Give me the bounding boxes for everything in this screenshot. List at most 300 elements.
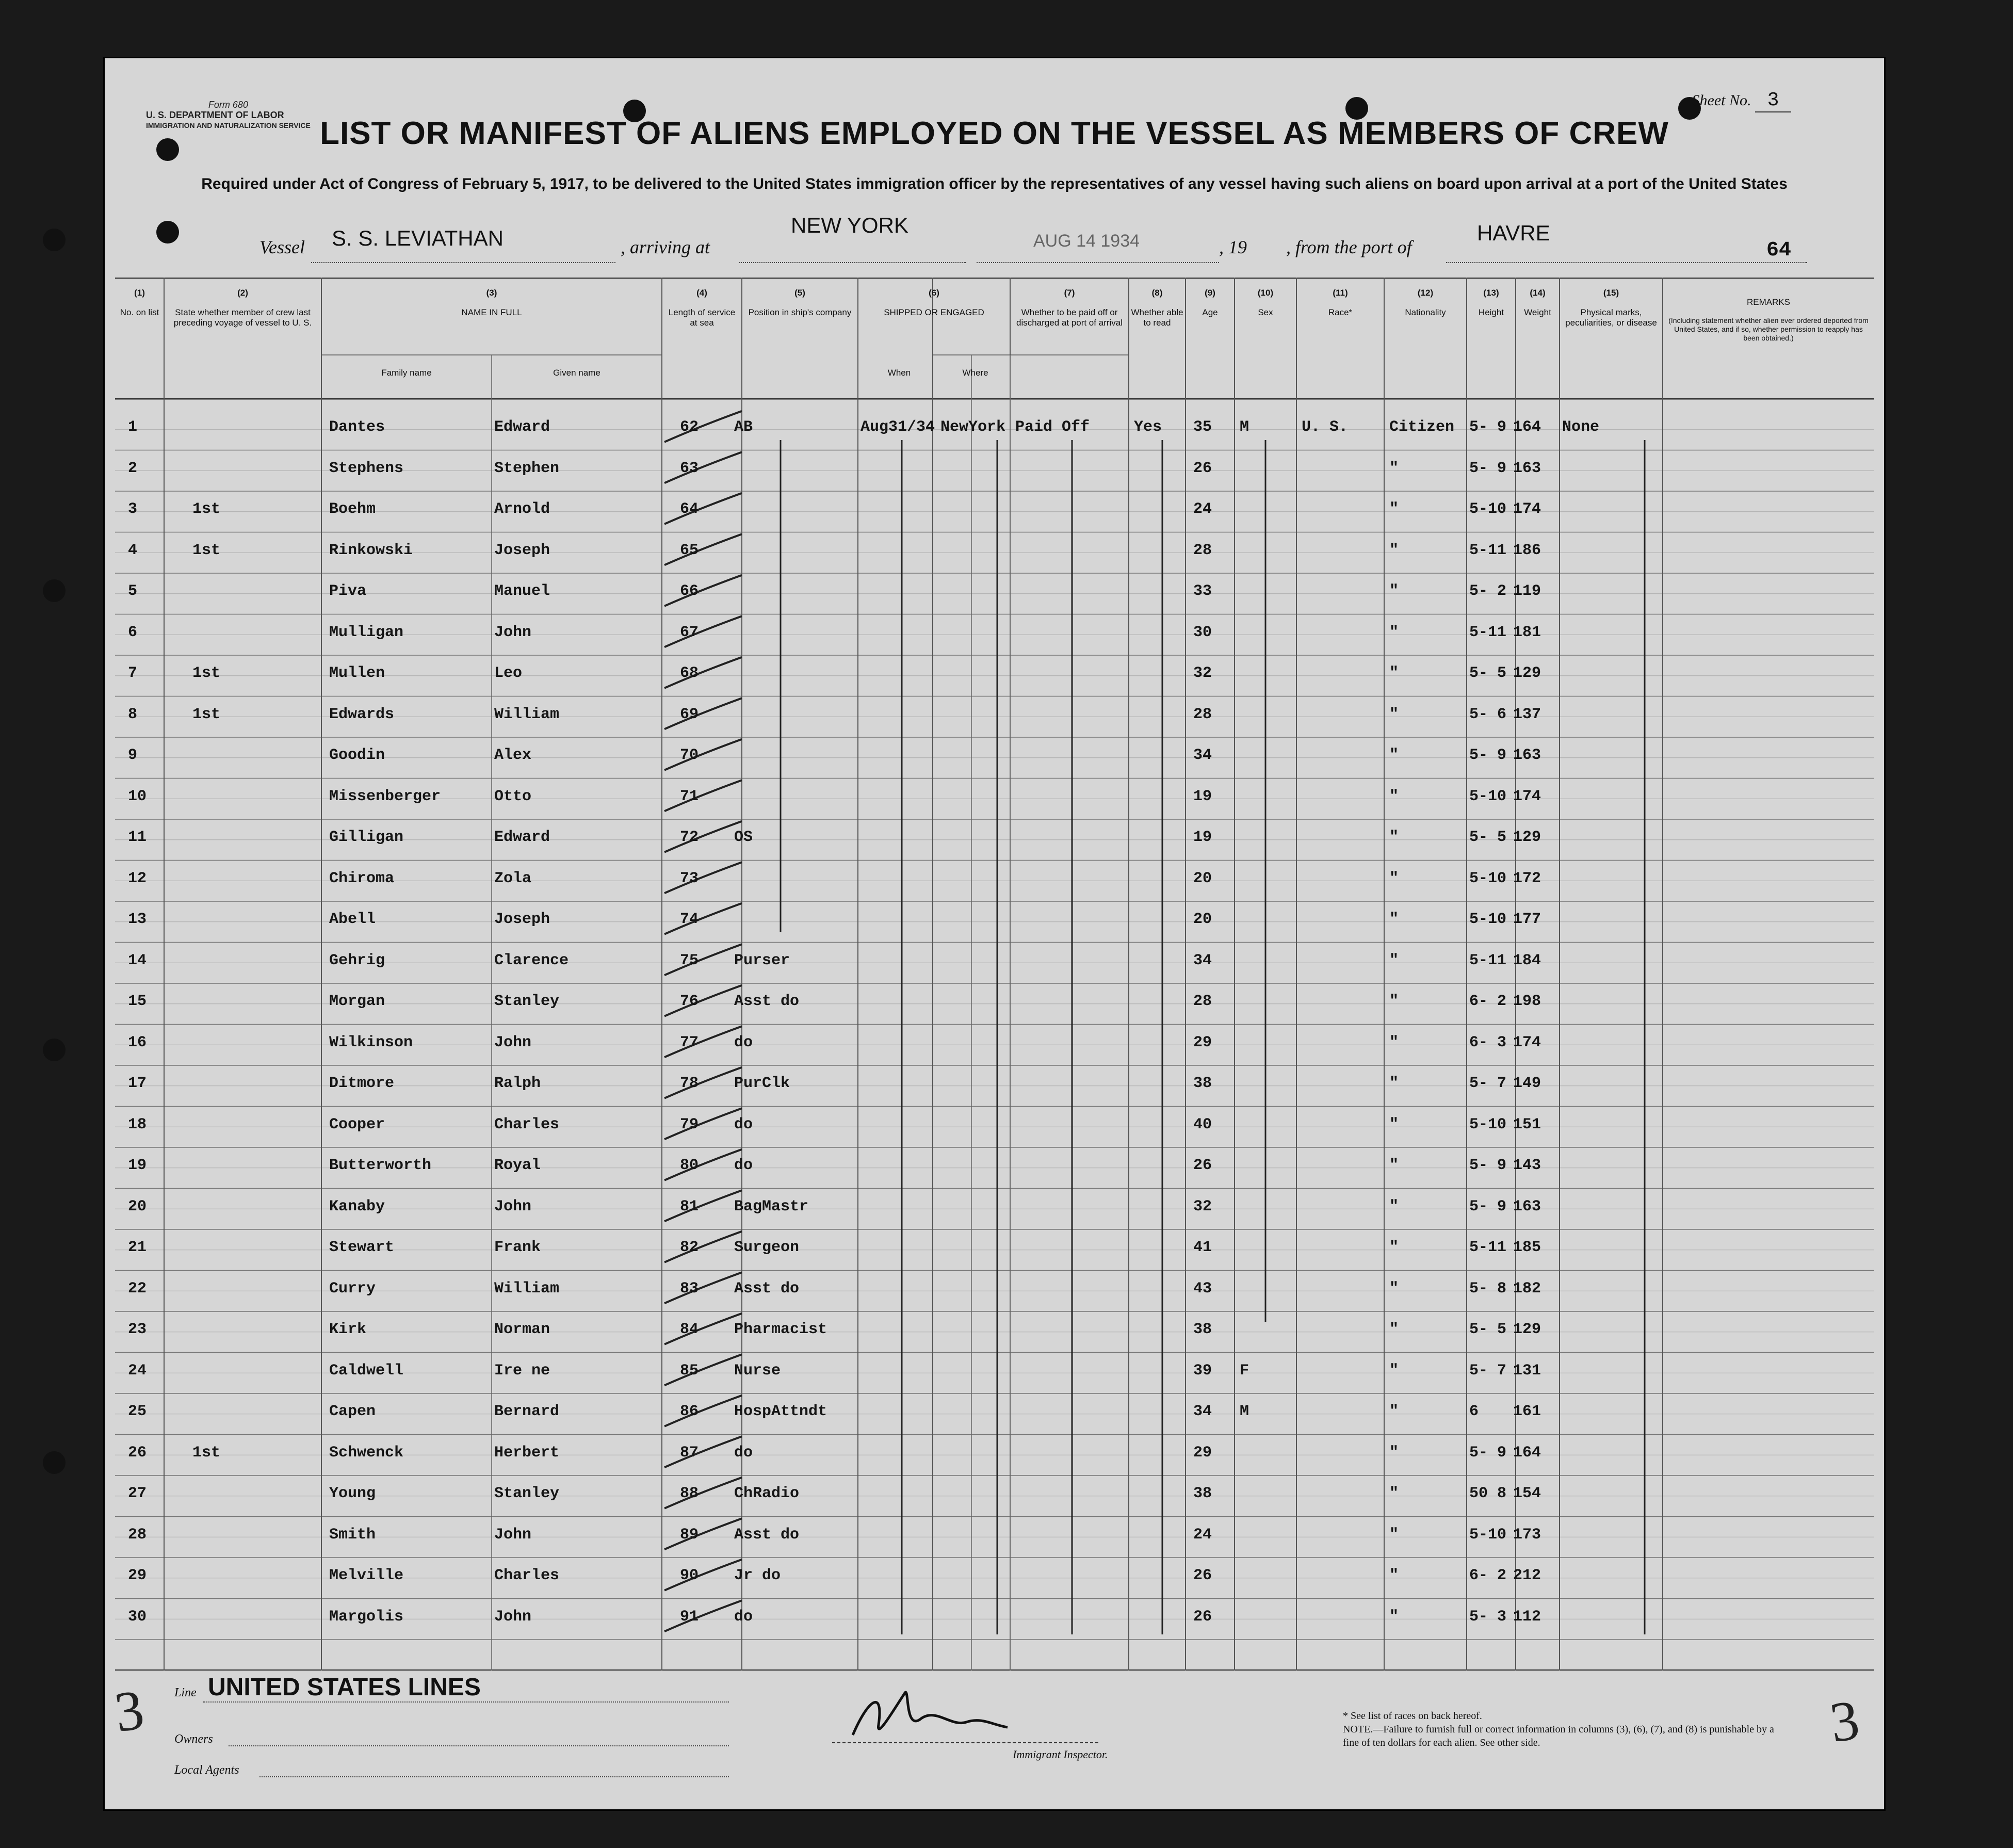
cell-height: 5-10 bbox=[1469, 911, 1507, 928]
cell-height: 5-11 bbox=[1469, 951, 1507, 969]
cell-given: Stephen bbox=[494, 459, 560, 477]
cell-given: John bbox=[494, 1197, 532, 1215]
column-header bbox=[1012, 288, 1127, 328]
cell-height: 5- 9 bbox=[1469, 1197, 1507, 1215]
column-label: Position in ship's company bbox=[748, 307, 852, 317]
cell-given: William bbox=[494, 1279, 560, 1298]
cell-age: 26 bbox=[1193, 1567, 1212, 1584]
line-label: Line bbox=[174, 1686, 197, 1699]
cell-no: 6 bbox=[128, 623, 138, 641]
column-label: Sex bbox=[1258, 307, 1273, 317]
arriving-port: NEW YORK bbox=[791, 213, 908, 237]
column-header bbox=[860, 288, 1008, 318]
cell-nat: " bbox=[1389, 869, 1399, 887]
cell-given: Clarence bbox=[494, 951, 569, 969]
column-header bbox=[1562, 288, 1661, 328]
cell-no: 9 bbox=[128, 747, 138, 764]
cell-service: 77 bbox=[680, 1033, 699, 1051]
sheet-value: 3 bbox=[1755, 89, 1791, 112]
cell-no: 8 bbox=[128, 705, 138, 723]
cell-service: 84 bbox=[680, 1321, 699, 1338]
cell-nat: " bbox=[1389, 747, 1399, 764]
cell-no: 10 bbox=[128, 787, 147, 805]
cell-height: 5- 7 bbox=[1469, 1361, 1507, 1380]
cell-no: 1 bbox=[128, 418, 138, 436]
column-label: Whether able to read bbox=[1131, 307, 1183, 328]
cell-service: 86 bbox=[680, 1403, 699, 1420]
from-port: HAVRE bbox=[1477, 221, 1550, 245]
cell-given: Joseph bbox=[494, 911, 550, 928]
punch-hole bbox=[43, 1039, 66, 1061]
cell-weight: 151 bbox=[1513, 1115, 1541, 1133]
cell-weight: 181 bbox=[1513, 623, 1541, 641]
cell-sex: M bbox=[1240, 418, 1249, 436]
cell-where: NewYork bbox=[940, 418, 1006, 436]
cell-given: Stanley bbox=[494, 1485, 560, 1502]
cell-given: John bbox=[494, 623, 532, 641]
cell-weight: 172 bbox=[1513, 869, 1541, 887]
cell-age: 41 bbox=[1193, 1239, 1212, 1256]
cell-age: 28 bbox=[1193, 993, 1212, 1010]
cell-nat: " bbox=[1389, 541, 1399, 559]
inspector-signature bbox=[822, 1678, 1111, 1750]
cell-position: Jr do bbox=[734, 1567, 781, 1584]
column-number: (7) bbox=[1064, 288, 1075, 298]
cell-given: Leo bbox=[494, 664, 523, 682]
column-label: State whether member of crew last preceding voyage of vessel to U. S. bbox=[173, 307, 312, 328]
cell-family: Schwenck bbox=[329, 1444, 404, 1462]
cell-weight: 198 bbox=[1513, 993, 1541, 1010]
cell-age: 19 bbox=[1193, 829, 1212, 846]
cell-family: Gilligan bbox=[329, 829, 404, 846]
cell-age: 33 bbox=[1193, 582, 1212, 600]
cell-nat: " bbox=[1389, 1033, 1399, 1051]
cell-weight: 131 bbox=[1513, 1361, 1541, 1380]
cell-nat: " bbox=[1389, 705, 1399, 723]
column-label: Whether to be paid off or discharged at port of arrival bbox=[1016, 307, 1123, 328]
cell-position: Asst do bbox=[734, 1279, 800, 1298]
column-header bbox=[166, 288, 319, 328]
form-number: Form 680 bbox=[208, 100, 248, 110]
cell-no: 5 bbox=[128, 582, 138, 600]
cell-nat: " bbox=[1389, 1485, 1399, 1502]
cell-position: Purser bbox=[734, 951, 790, 969]
cell-nat: " bbox=[1389, 459, 1399, 477]
column-number: (10) bbox=[1257, 288, 1274, 298]
cell-no: 11 bbox=[128, 829, 147, 846]
column-label: SHIPPED OR ENGAGED bbox=[884, 307, 984, 317]
vessel-line bbox=[259, 213, 1791, 272]
cell-age: 34 bbox=[1193, 747, 1212, 764]
cell-given: Ralph bbox=[494, 1075, 541, 1092]
column-number: (4) bbox=[696, 288, 707, 298]
cell-given: Edward bbox=[494, 418, 550, 436]
line-value: UNITED STATES LINES bbox=[208, 1674, 481, 1701]
cell-no: 19 bbox=[128, 1157, 147, 1174]
cell-position: do bbox=[734, 1608, 753, 1626]
column-number: (15) bbox=[1603, 288, 1619, 298]
cell-age: 34 bbox=[1193, 1403, 1212, 1420]
year-label: , 19 bbox=[1219, 237, 1247, 257]
inspector-label: Immigrant Inspector. bbox=[1013, 1748, 1108, 1761]
cell-no: 13 bbox=[128, 911, 147, 928]
cell-weight: 173 bbox=[1513, 1526, 1541, 1544]
cell-no: 26 bbox=[128, 1444, 147, 1462]
cell-service: 81 bbox=[680, 1197, 699, 1215]
cell-age: 24 bbox=[1193, 500, 1212, 518]
cell-age: 26 bbox=[1193, 459, 1212, 477]
cell-no: 24 bbox=[128, 1361, 147, 1380]
vessel-name: S. S. LEVIATHAN bbox=[332, 226, 504, 250]
cell-given: Joseph bbox=[494, 541, 550, 559]
cell-marks: None bbox=[1562, 418, 1600, 436]
cell-weight: 154 bbox=[1513, 1485, 1541, 1502]
cell-service: 70 bbox=[680, 747, 699, 764]
cell-family: Chiroma bbox=[329, 869, 395, 887]
cell-height: 6- 2 bbox=[1469, 993, 1507, 1010]
cell-family: Rinkowski bbox=[329, 541, 413, 559]
column-number: (5) bbox=[794, 288, 805, 298]
required-statement: Required under Act of Congress of February 5, 1917, to be delivered to the United States immigration officer by the representatives of any vessel having such aliens on board upon arrival at a port of the United States bbox=[201, 175, 1788, 192]
cell-no: 2 bbox=[128, 459, 138, 477]
races-note: * See list of races on back hereof. bbox=[1343, 1710, 1482, 1722]
cell-nat: " bbox=[1389, 1115, 1399, 1133]
cell-service: 62 bbox=[680, 418, 699, 436]
cell-weight: 137 bbox=[1513, 705, 1541, 723]
column-label: NAME IN FULL bbox=[461, 307, 522, 317]
cell-position: HospAttndt bbox=[734, 1403, 827, 1420]
cell-paid: Paid Off bbox=[1015, 418, 1090, 436]
cell-age: 32 bbox=[1193, 1197, 1212, 1215]
cell-no: 18 bbox=[128, 1115, 147, 1133]
cell-family: Goodin bbox=[329, 747, 385, 764]
cell-no: 4 bbox=[128, 541, 138, 559]
cell-height: 5- 9 bbox=[1469, 1157, 1507, 1174]
cell-family: Boehm bbox=[329, 500, 376, 518]
cell-position: AB bbox=[734, 418, 753, 436]
cell-weight: 129 bbox=[1513, 664, 1541, 682]
column-number: (3) bbox=[486, 288, 497, 298]
cell-service: 67 bbox=[680, 623, 699, 641]
cell-given: Charles bbox=[494, 1567, 560, 1584]
cell-height: 5-11 bbox=[1469, 623, 1507, 641]
cell-age: 28 bbox=[1193, 705, 1212, 723]
cell-given: Ire ne bbox=[494, 1361, 550, 1380]
cell-position: BagMastr bbox=[734, 1197, 809, 1215]
cell-read: Yes bbox=[1134, 418, 1162, 436]
cell-height: 5-11 bbox=[1469, 541, 1507, 559]
cell-age: 38 bbox=[1193, 1485, 1212, 1502]
cell-given: John bbox=[494, 1033, 532, 1051]
cell-family: Mulligan bbox=[329, 623, 404, 641]
cell-family: Capen bbox=[329, 1403, 376, 1420]
cell-no: 27 bbox=[128, 1485, 147, 1502]
cell-age: 26 bbox=[1193, 1157, 1212, 1174]
cell-position: do bbox=[734, 1033, 753, 1051]
cell-nat: " bbox=[1389, 1075, 1399, 1092]
cell-given: Frank bbox=[494, 1239, 541, 1256]
cell-height: 6 bbox=[1469, 1403, 1479, 1420]
cell-weight: 163 bbox=[1513, 459, 1541, 477]
cell-no: 15 bbox=[128, 993, 147, 1010]
cell-family: Curry bbox=[329, 1279, 376, 1298]
cell-nat: " bbox=[1389, 1361, 1399, 1380]
cell-given: Stanley bbox=[494, 993, 560, 1010]
cell-service: 73 bbox=[680, 869, 699, 887]
cell-nat: Citizen bbox=[1389, 418, 1455, 436]
cell-service: 72 bbox=[680, 829, 699, 846]
cell-position: Nurse bbox=[734, 1361, 781, 1380]
cell-weight: 177 bbox=[1513, 911, 1541, 928]
column-label: No. on list bbox=[120, 307, 159, 317]
cell-height: 5-10 bbox=[1469, 787, 1507, 805]
cell-service: 69 bbox=[680, 705, 699, 723]
cell-height: 5-10 bbox=[1469, 500, 1507, 518]
column-header bbox=[1298, 288, 1382, 318]
cell-no: 17 bbox=[128, 1075, 147, 1092]
cell-weight: 112 bbox=[1513, 1608, 1541, 1626]
cell-prev: 1st bbox=[192, 541, 221, 559]
cell-age: 24 bbox=[1193, 1526, 1212, 1544]
cell-height: 5- 5 bbox=[1469, 664, 1507, 682]
column-header bbox=[744, 288, 856, 318]
cell-height: 5-10 bbox=[1469, 869, 1507, 887]
cell-position: do bbox=[734, 1115, 753, 1133]
cell-given: Herbert bbox=[494, 1444, 560, 1462]
cell-position: PurClk bbox=[734, 1075, 790, 1092]
cell-family: Margolis bbox=[329, 1608, 404, 1626]
cell-weight: 184 bbox=[1513, 951, 1541, 969]
column-number: (13) bbox=[1483, 288, 1499, 298]
cell-no: 12 bbox=[128, 869, 147, 887]
cell-age: 20 bbox=[1193, 869, 1212, 887]
cell-height: 5- 5 bbox=[1469, 1321, 1507, 1338]
cell-age: 34 bbox=[1193, 951, 1212, 969]
cell-family: Ditmore bbox=[329, 1075, 395, 1092]
cell-service: 76 bbox=[680, 993, 699, 1010]
column-header bbox=[1131, 288, 1183, 328]
column-label: Physical marks, peculiarities, or disease bbox=[1565, 307, 1657, 328]
column-header bbox=[323, 288, 660, 318]
cell-family: Young bbox=[329, 1485, 376, 1502]
cell-weight: 174 bbox=[1513, 787, 1541, 805]
sheet-number bbox=[1692, 89, 1791, 112]
cell-age: 30 bbox=[1193, 623, 1212, 641]
cell-service: 68 bbox=[680, 664, 699, 682]
cell-prev: 1st bbox=[192, 705, 221, 723]
where-subheader: Where bbox=[962, 368, 988, 378]
cell-nat: " bbox=[1389, 787, 1399, 805]
cell-nat: " bbox=[1389, 1157, 1399, 1174]
cell-nat: " bbox=[1389, 664, 1399, 682]
cell-nat: " bbox=[1389, 1526, 1399, 1544]
cell-given: Zola bbox=[494, 869, 532, 887]
manifest-code: 64 bbox=[1766, 239, 1791, 262]
cell-weight: 174 bbox=[1513, 1033, 1541, 1051]
cell-nat: " bbox=[1389, 1444, 1399, 1462]
cell-nat: " bbox=[1389, 911, 1399, 928]
cell-service: 91 bbox=[680, 1608, 699, 1626]
cell-age: 19 bbox=[1193, 787, 1212, 805]
cell-family: Smith bbox=[329, 1526, 376, 1544]
column-header bbox=[1386, 288, 1465, 318]
cell-position: Surgeon bbox=[734, 1239, 800, 1256]
column-label: Nationality bbox=[1405, 307, 1446, 317]
column-header bbox=[1188, 288, 1232, 318]
cell-weight: 174 bbox=[1513, 500, 1541, 518]
cell-service: 83 bbox=[680, 1279, 699, 1298]
cell-nat: " bbox=[1389, 500, 1399, 518]
cell-sex: F bbox=[1240, 1361, 1249, 1380]
cell-family: Missenberger bbox=[329, 787, 441, 805]
cell-nat: " bbox=[1389, 1279, 1399, 1298]
cell-race: U. S. bbox=[1302, 418, 1349, 436]
cell-age: 43 bbox=[1193, 1279, 1212, 1298]
column-number: (9) bbox=[1205, 288, 1215, 298]
cell-when: Aug31/34 bbox=[861, 418, 935, 436]
cell-weight: 161 bbox=[1513, 1403, 1541, 1420]
cell-nat: " bbox=[1389, 1567, 1399, 1584]
cell-service: 87 bbox=[680, 1444, 699, 1462]
cell-no: 14 bbox=[128, 951, 147, 969]
column-label: REMARKS bbox=[1746, 297, 1791, 307]
cell-prev: 1st bbox=[192, 1444, 221, 1462]
given-name-subheader: Given name bbox=[553, 368, 600, 378]
agents-label: Local Agents bbox=[174, 1763, 239, 1777]
cell-nat: " bbox=[1389, 1608, 1399, 1626]
cell-family: Edwards bbox=[329, 705, 395, 723]
cell-service: 66 bbox=[680, 582, 699, 600]
date-stamp: AUG 14 1934 bbox=[1033, 231, 1140, 251]
cell-age: 39 bbox=[1193, 1361, 1212, 1380]
cell-family: Kanaby bbox=[329, 1197, 385, 1215]
cell-family: Cooper bbox=[329, 1115, 385, 1133]
margin-mark-right: 3 bbox=[1826, 1688, 1863, 1755]
column-header bbox=[664, 288, 740, 328]
cell-family: Kirk bbox=[329, 1321, 367, 1338]
cell-service: 75 bbox=[680, 951, 699, 969]
cell-family: Caldwell bbox=[329, 1361, 404, 1380]
cell-position: ChRadio bbox=[734, 1485, 800, 1502]
cell-height: 5- 9 bbox=[1469, 459, 1507, 477]
cell-age: 29 bbox=[1193, 1033, 1212, 1051]
cell-given: Royal bbox=[494, 1157, 541, 1174]
cell-nat: " bbox=[1389, 993, 1399, 1010]
column-header bbox=[1518, 288, 1557, 318]
vessel-label: Vessel bbox=[259, 237, 305, 257]
cell-no: 20 bbox=[128, 1197, 147, 1215]
cell-family: Dantes bbox=[329, 418, 385, 436]
cell-position: Asst do bbox=[734, 993, 800, 1010]
cell-weight: 149 bbox=[1513, 1075, 1541, 1092]
cell-height: 5- 8 bbox=[1469, 1279, 1507, 1298]
cell-prev: 1st bbox=[192, 664, 221, 682]
cell-service: 74 bbox=[680, 911, 699, 928]
cell-age: 28 bbox=[1193, 541, 1212, 559]
cell-no: 21 bbox=[128, 1239, 147, 1256]
family-name-subheader: Family name bbox=[381, 368, 432, 378]
cell-no: 22 bbox=[128, 1279, 147, 1298]
page-title: LIST OR MANIFEST OF ALIENS EMPLOYED ON THE VESSEL AS MEMBERS OF CREW bbox=[320, 116, 1669, 151]
cell-given: Otto bbox=[494, 787, 532, 805]
cell-no: 30 bbox=[128, 1608, 147, 1626]
manifest-sheet bbox=[103, 57, 1886, 1811]
cell-family: Piva bbox=[329, 582, 367, 600]
cell-position: Pharmacist bbox=[734, 1321, 827, 1338]
column-header bbox=[1469, 288, 1514, 318]
cell-height: 6- 3 bbox=[1469, 1033, 1507, 1051]
cell-no: 7 bbox=[128, 664, 138, 682]
column-number: (14) bbox=[1530, 288, 1546, 298]
cell-height: 50 8 bbox=[1469, 1485, 1507, 1502]
column-header bbox=[117, 288, 162, 318]
cell-service: 65 bbox=[680, 541, 699, 559]
cell-no: 23 bbox=[128, 1321, 147, 1338]
cell-given: Norman bbox=[494, 1321, 550, 1338]
cell-service: 89 bbox=[680, 1526, 699, 1544]
column-label: Length of service at sea bbox=[668, 307, 736, 328]
remarks-note: (Including statement whether alien ever ordered deported from United States, and if so, whether permission to reapply has been obtained.) bbox=[1668, 316, 1869, 342]
cell-family: Morgan bbox=[329, 993, 385, 1010]
cell-service: 85 bbox=[680, 1361, 699, 1380]
cell-height: 5- 5 bbox=[1469, 829, 1507, 846]
cell-nat: " bbox=[1389, 623, 1399, 641]
cell-age: 29 bbox=[1193, 1444, 1212, 1462]
cell-height: 5- 9 bbox=[1469, 747, 1507, 764]
cell-height: 5- 2 bbox=[1469, 582, 1507, 600]
cell-height: 5-11 bbox=[1469, 1239, 1507, 1256]
punch-hole bbox=[43, 579, 66, 602]
cell-service: 71 bbox=[680, 787, 699, 805]
cell-family: Gehrig bbox=[329, 951, 385, 969]
cell-sex: M bbox=[1240, 1403, 1249, 1420]
cell-given: Bernard bbox=[494, 1403, 560, 1420]
cell-position: do bbox=[734, 1444, 753, 1462]
cell-family: Stephens bbox=[329, 459, 404, 477]
cell-height: 5- 7 bbox=[1469, 1075, 1507, 1092]
cell-no: 25 bbox=[128, 1403, 147, 1420]
column-label: Weight bbox=[1524, 307, 1551, 317]
cell-given: Edward bbox=[494, 829, 550, 846]
cell-given: William bbox=[494, 705, 560, 723]
column-number: (1) bbox=[134, 288, 145, 298]
cell-no: 28 bbox=[128, 1526, 147, 1544]
column-label: Height bbox=[1478, 307, 1504, 317]
cell-service: 63 bbox=[680, 459, 699, 477]
cell-family: Stewart bbox=[329, 1239, 395, 1256]
cell-age: 38 bbox=[1193, 1321, 1212, 1338]
cell-service: 80 bbox=[680, 1157, 699, 1174]
column-number: (6) bbox=[929, 288, 939, 298]
footnote bbox=[1343, 1709, 1787, 1749]
cell-weight: 186 bbox=[1513, 541, 1541, 559]
cell-service: 82 bbox=[680, 1239, 699, 1256]
cell-service: 64 bbox=[680, 500, 699, 518]
cell-given: John bbox=[494, 1526, 532, 1544]
cell-height: 5- 3 bbox=[1469, 1608, 1507, 1626]
cell-nat: " bbox=[1389, 582, 1399, 600]
cell-weight: 164 bbox=[1513, 418, 1541, 436]
column-label: Race* bbox=[1328, 307, 1353, 317]
cell-given: Arnold bbox=[494, 500, 550, 518]
cell-nat: " bbox=[1389, 951, 1399, 969]
margin-mark-left: 3 bbox=[110, 1677, 148, 1744]
cell-no: 29 bbox=[128, 1567, 147, 1584]
cell-height: 5- 6 bbox=[1469, 705, 1507, 723]
cell-nat: " bbox=[1389, 1239, 1399, 1256]
punch-hole bbox=[156, 221, 179, 244]
cell-family: Melville bbox=[329, 1567, 404, 1584]
